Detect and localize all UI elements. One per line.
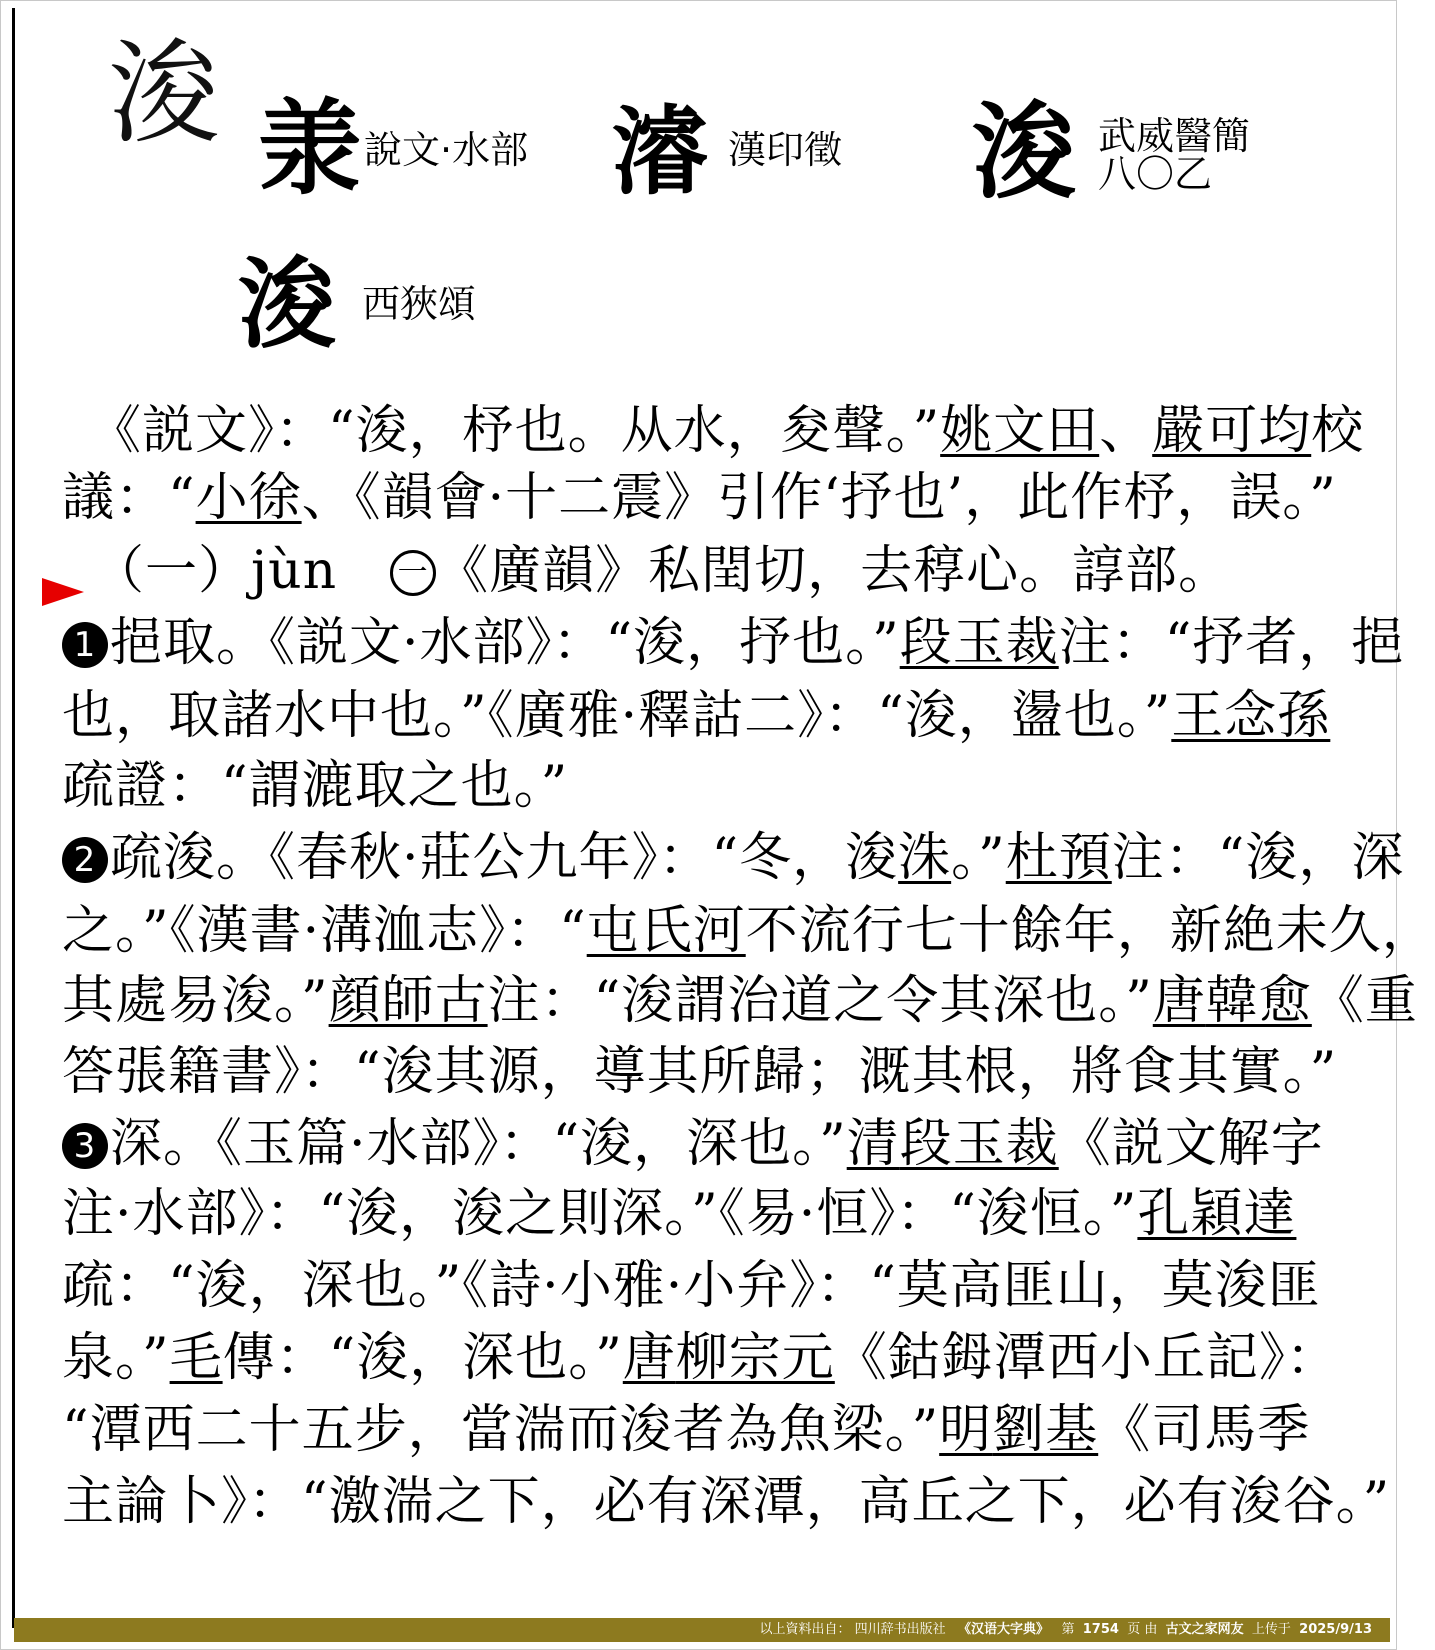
glyph-hanyinzheng: 濬 <box>612 95 708 208</box>
glyph-source-wuwei-2: 八〇乙 <box>1098 152 1213 196</box>
text-run: 。” <box>951 828 1006 888</box>
text-run: 《廣韻》私閏切，去稕心。諄部。 <box>436 541 1232 601</box>
text-line <box>62 468 1337 528</box>
text-run: 、《韻會·十二震》引作‘抒也’，此作杼，誤。” <box>301 468 1337 528</box>
footer-book: 《汉语大字典》 <box>958 1622 1050 1637</box>
left-margin-rule <box>12 8 15 1628</box>
text-run: “潭西二十五步，當湍而浚者為魚梁。” <box>62 1400 940 1460</box>
text-line <box>62 901 1435 961</box>
text-run: 答張籍書》：“浚其源，導其所歸；溉其根，將食其實。” <box>62 1042 1338 1102</box>
proper-name: 段玉裁 <box>899 1114 1059 1174</box>
text-run: 《説文》：“浚，杼也。从水，夋聲。” <box>62 401 941 461</box>
footer-page-pre: 第 <box>1061 1622 1075 1637</box>
proper-name: 段玉裁 <box>899 613 1059 673</box>
text-line <box>62 1184 1297 1244</box>
proper-name: 屯氏河 <box>586 901 746 961</box>
proper-name: 柳宗元 <box>675 1328 835 1388</box>
text-line <box>62 613 1405 673</box>
text-run: 其處易浚。” <box>62 971 329 1031</box>
text-run: 深。《玉篇·水部》：“浚，深也。” <box>110 1114 847 1174</box>
footer-uploader: 古文之家网友 <box>1165 1622 1244 1637</box>
proper-name: 嚴可均 <box>1152 401 1312 461</box>
glyph-source-xixiasong: 西狹頌 <box>362 282 477 326</box>
text-run: 注·水部》：“浚，浚之則深。”《易·恒》：“浚恒。” <box>62 1184 1138 1244</box>
source-footer <box>14 1618 1390 1642</box>
text-line <box>62 1328 1339 1388</box>
proper-name: 洙 <box>898 828 952 888</box>
proper-name: 毛 <box>169 1328 223 1388</box>
text-run: 疏：“浚，深也。”《詩·小雅·小弁》：“莫高匪山，莫浚匪 <box>62 1256 1321 1316</box>
text-line <box>62 971 1418 1031</box>
proper-name: 韓愈 <box>1205 971 1312 1031</box>
footer-page: 1754 <box>1082 1622 1119 1637</box>
text-line <box>62 1114 1324 1174</box>
text-run: 泉。” <box>62 1328 170 1388</box>
text-run: 注：“抒者，挹 <box>1058 613 1405 673</box>
footer-page-post: 页 由 <box>1127 1622 1158 1637</box>
proper-name: 明 <box>939 1400 993 1460</box>
text-run: 之。”《漢書·溝洫志》：“ <box>62 901 587 961</box>
footer-date: 2025/9/13 <box>1299 1622 1372 1637</box>
text-run: 《鈷鉧潭西小丘記》： <box>834 1328 1339 1388</box>
text-line <box>92 541 1232 601</box>
text-run: 疏浚。《春秋·莊公九年》：“冬，浚 <box>110 828 899 888</box>
footer-publisher: 四川辞书出版社 <box>854 1622 946 1637</box>
text-line <box>62 401 1365 461</box>
text-line <box>62 1400 1311 1460</box>
text-line <box>62 686 1331 746</box>
text-line <box>62 1042 1338 1102</box>
text-line <box>62 1472 1391 1532</box>
glyph-shuowen: 𣴎 <box>258 86 359 209</box>
text-line <box>62 828 1405 888</box>
sense-number-icon: 3 <box>62 1123 108 1169</box>
text-run: 挹取。《説文·水部》：“浚，抒也。” <box>110 613 900 673</box>
text-run: 議：“ <box>62 468 196 528</box>
text-run: 疏證：“謂漉取之也。” <box>62 756 569 816</box>
text-run: 主論卜》：“激湍之下，必有深潭，高丘之下，必有浚谷。” <box>62 1472 1391 1532</box>
text-run: 注：“浚謂治道之令其深也。” <box>487 971 1153 1031</box>
sense-number-icon: 2 <box>62 837 108 883</box>
text-run: 《重 <box>1311 971 1418 1031</box>
proper-name: 小徐 <box>195 468 302 528</box>
pointer-arrow-icon <box>42 578 84 606</box>
text-run: 《説文解字 <box>1058 1114 1324 1174</box>
proper-name: 劉基 <box>992 1400 1099 1460</box>
text-line <box>62 756 569 816</box>
proper-name: 孔穎達 <box>1137 1184 1297 1244</box>
text-run: （一）jùn <box>92 541 391 601</box>
footer-uploaded: 上传于 <box>1251 1622 1291 1637</box>
glyph-source-hanyinzheng: 漢印徵 <box>728 128 843 172</box>
glyph-source-shuowen: 說文·水部 <box>364 128 529 172</box>
proper-name: 清 <box>846 1114 900 1174</box>
glyph-xixiasong: 浚 <box>238 247 337 362</box>
text-run: 校 <box>1311 401 1365 461</box>
glyph-wuwei: 浚 <box>972 90 1077 213</box>
text-run: 注：“浚，深 <box>1111 828 1405 888</box>
text-run: 也，取諸水中也。”《廣雅·釋詁二》：“浚，盪也。” <box>62 686 1172 746</box>
text-run: 《司馬季 <box>1098 1400 1311 1460</box>
glyph-source-wuwei-1: 武威醫簡 <box>1098 114 1251 158</box>
headword: 浚 <box>108 29 220 159</box>
text-run: 、 <box>1099 401 1153 461</box>
proper-name: 顔師古 <box>328 971 488 1031</box>
text-line <box>62 1256 1321 1316</box>
sense-number-icon: 1 <box>62 622 108 668</box>
footer-prefix: 以上資料出自： <box>759 1622 851 1637</box>
proper-name: 唐 <box>622 1328 676 1388</box>
reading-number-icon: 一 <box>390 550 436 596</box>
text-run: 不流行七十餘年，新絶未久， <box>745 901 1435 961</box>
text-run: 傳：“浚，深也。” <box>222 1328 623 1388</box>
proper-name: 王念孫 <box>1171 686 1331 746</box>
proper-name: 姚文田 <box>940 401 1100 461</box>
proper-name: 唐 <box>1152 971 1206 1031</box>
proper-name: 杜預 <box>1005 828 1112 888</box>
